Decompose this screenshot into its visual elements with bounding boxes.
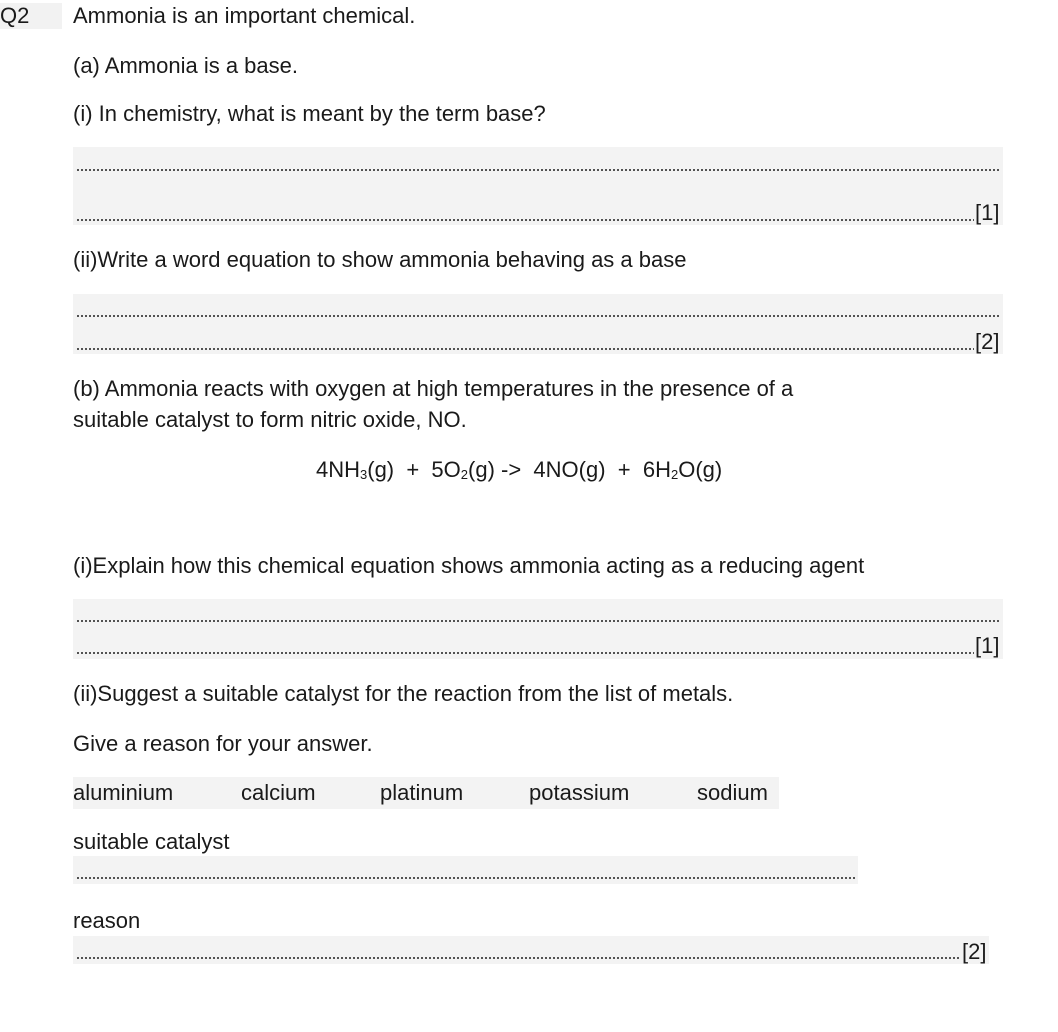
part-b-intro-line-1: (b) Ammonia reacts with oxygen at high temperatures in the presence of a xyxy=(73,376,794,401)
reason-answer-line[interactable] xyxy=(76,957,960,959)
catalyst-answer-area[interactable] xyxy=(73,856,858,884)
part-b-i-answer-line-2[interactable] xyxy=(76,652,974,654)
part-a-i-answer-line-1[interactable] xyxy=(76,169,1000,171)
metal-option: platinum xyxy=(380,780,464,805)
part-a-i-answer-area[interactable] xyxy=(73,147,1003,225)
part-b-i-answer-area[interactable] xyxy=(73,599,1003,659)
part-a-i-question: (i) In chemistry, what is meant by the term base? xyxy=(73,101,546,126)
reason-answer-area[interactable] xyxy=(73,936,989,964)
reason-label: reason xyxy=(73,908,141,933)
part-a-ii-answer-line-2[interactable] xyxy=(76,348,974,350)
part-b-intro-line-2: suitable catalyst to form nitric oxide, NO. xyxy=(73,407,467,432)
part-b-i-question: (i)Explain how this chemical equation shows ammonia acting as a reducing agent xyxy=(73,553,865,578)
part-b-ii-instruction: Give a reason for your answer. xyxy=(73,731,373,756)
metal-option: calcium xyxy=(241,780,316,805)
part-b-intro xyxy=(73,373,961,435)
metal-option: sodium xyxy=(697,780,768,805)
question-intro: Ammonia is an important chemical. xyxy=(73,3,416,28)
part-b-ii-marks: [2] xyxy=(962,939,987,964)
part-b-i-marks: [1] xyxy=(975,633,1000,658)
metal-option: potassium xyxy=(529,780,630,805)
metal-option: aluminium xyxy=(73,780,174,805)
part-a-ii-marks: [2] xyxy=(975,329,1000,354)
part-a-heading: (a) Ammonia is a base. xyxy=(73,53,298,78)
catalyst-answer-line[interactable] xyxy=(76,877,856,879)
chemical-equation: $4NH_3(g) + 5O_2(g) -> 4NO(g) + 6H_2O(g)$ xyxy=(316,457,723,482)
catalyst-label: suitable catalyst xyxy=(73,829,230,854)
part-a-ii-answer-line-1[interactable] xyxy=(76,315,1000,317)
part-a-ii-answer-area[interactable] xyxy=(73,294,1003,354)
part-a-ii-question: (ii)Write a word equation to show ammonia behaving as a base xyxy=(73,247,687,272)
part-a-i-marks: [1] xyxy=(975,200,1000,225)
part-b-i-answer-line-1[interactable] xyxy=(76,620,1000,622)
part-b-ii-question: (ii)Suggest a suitable catalyst for the reaction from the list of metals. xyxy=(73,681,734,706)
question-number: Q2 xyxy=(0,3,30,28)
part-a-i-answer-line-2[interactable] xyxy=(76,219,974,221)
